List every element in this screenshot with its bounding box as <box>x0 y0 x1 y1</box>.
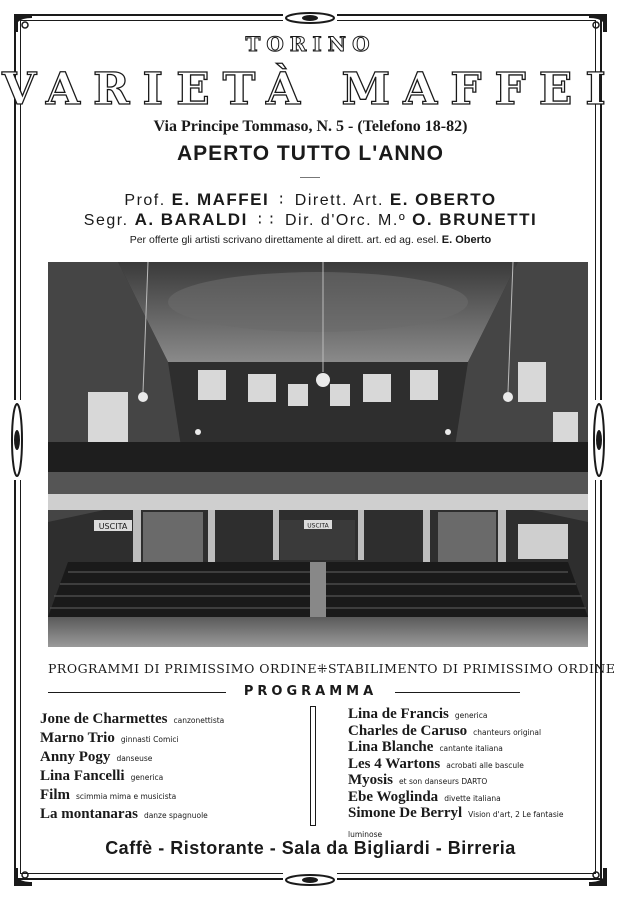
list-item: Myosis et son danseurs DARTO <box>348 772 488 788</box>
programme-title: PROGRAMMA <box>243 684 378 699</box>
quality-right: STABILIMENTO DI PRIMISSIMO ORDINE <box>327 661 616 676</box>
list-item: Ebe Woglinda divette italiana <box>348 788 501 805</box>
quality-left: PROGRAMMI DI PRIMISSIMO ORDINE <box>48 661 317 676</box>
notice-text: Per offerte gli artisti scrivano direttamente al dirett. art. ed ag. esel. <box>129 234 439 246</box>
corner-ornament-icon <box>587 12 609 34</box>
staff-line-2 <box>0 210 621 230</box>
list-item: Lina de Francis generica <box>348 706 488 722</box>
list-item: Lina Blanche cantante italiana <box>348 739 503 755</box>
top-ornament-icon <box>283 10 337 24</box>
list-item: Jone de Charmettes canzonettista <box>40 711 225 727</box>
acts-left-column <box>40 708 224 822</box>
separator-icon: ∶ <box>279 192 285 209</box>
staff-name: A. BARALDI <box>134 210 248 229</box>
exit-sign: USCITA <box>98 522 128 531</box>
list-item: Charles de Caruso chanteurs original <box>348 722 542 739</box>
list-item: Simone De Berryl Vision d'art, 2 Le fantasie luminose <box>348 805 564 839</box>
corner-ornament-icon <box>587 866 609 888</box>
list-item: Les 4 Wartons acrobati alle bascule <box>348 755 524 772</box>
staff-name: E. OBERTO <box>389 190 497 209</box>
separator-icon: ∶ ∶ <box>257 212 276 229</box>
list-item: La montanaras danze spagnuole <box>40 806 208 822</box>
theatre-interior-photo <box>48 262 588 647</box>
staff-role: Dir. d'Orc. M.º <box>284 212 407 229</box>
city-heading: TORINO <box>245 32 376 56</box>
footer-services: Caffè - Ristorante - Sala da Bigliardi - Birreria <box>105 838 516 858</box>
staff-role: Dirett. Art. <box>294 192 384 209</box>
acts-right-column <box>348 705 593 839</box>
staff-name: E. MAFFEI <box>171 190 270 209</box>
list-item: Anny Pogy danseuse <box>40 749 153 765</box>
quality-line <box>48 661 616 676</box>
notice-name: E. Oberto <box>441 234 492 246</box>
column-divider <box>310 706 316 826</box>
diamond-icon: ⁜ <box>316 661 328 676</box>
artist-notice <box>0 234 621 246</box>
opening-notice: APERTO TUTTO L'ANNO <box>176 142 445 165</box>
stage-sign: USCITA <box>307 522 329 530</box>
bottom-ornament-icon <box>283 872 337 886</box>
list-item: Film scimmia mima e musicista <box>40 787 177 803</box>
staff-role: Prof. <box>124 192 166 209</box>
staff-role: Segr. <box>83 212 129 229</box>
poster-title: VARIETÀ MAFFEI <box>2 64 619 115</box>
programme-rule-right <box>395 692 520 693</box>
list-item: Lina Fancelli generica <box>40 768 164 784</box>
staff-name: O. BRUNETTI <box>412 210 538 229</box>
divider-dash <box>300 177 320 178</box>
list-item: Marno Trio ginnasti Comici <box>40 730 179 746</box>
right-ornament-icon <box>592 400 606 480</box>
staff-line-1 <box>0 190 621 210</box>
left-ornament-icon <box>10 400 24 480</box>
corner-ornament-icon <box>12 866 34 888</box>
address-line: Via Principe Tommaso, N. 5 - (Telefono 18-82) <box>153 118 468 135</box>
corner-ornament-icon <box>12 12 34 34</box>
